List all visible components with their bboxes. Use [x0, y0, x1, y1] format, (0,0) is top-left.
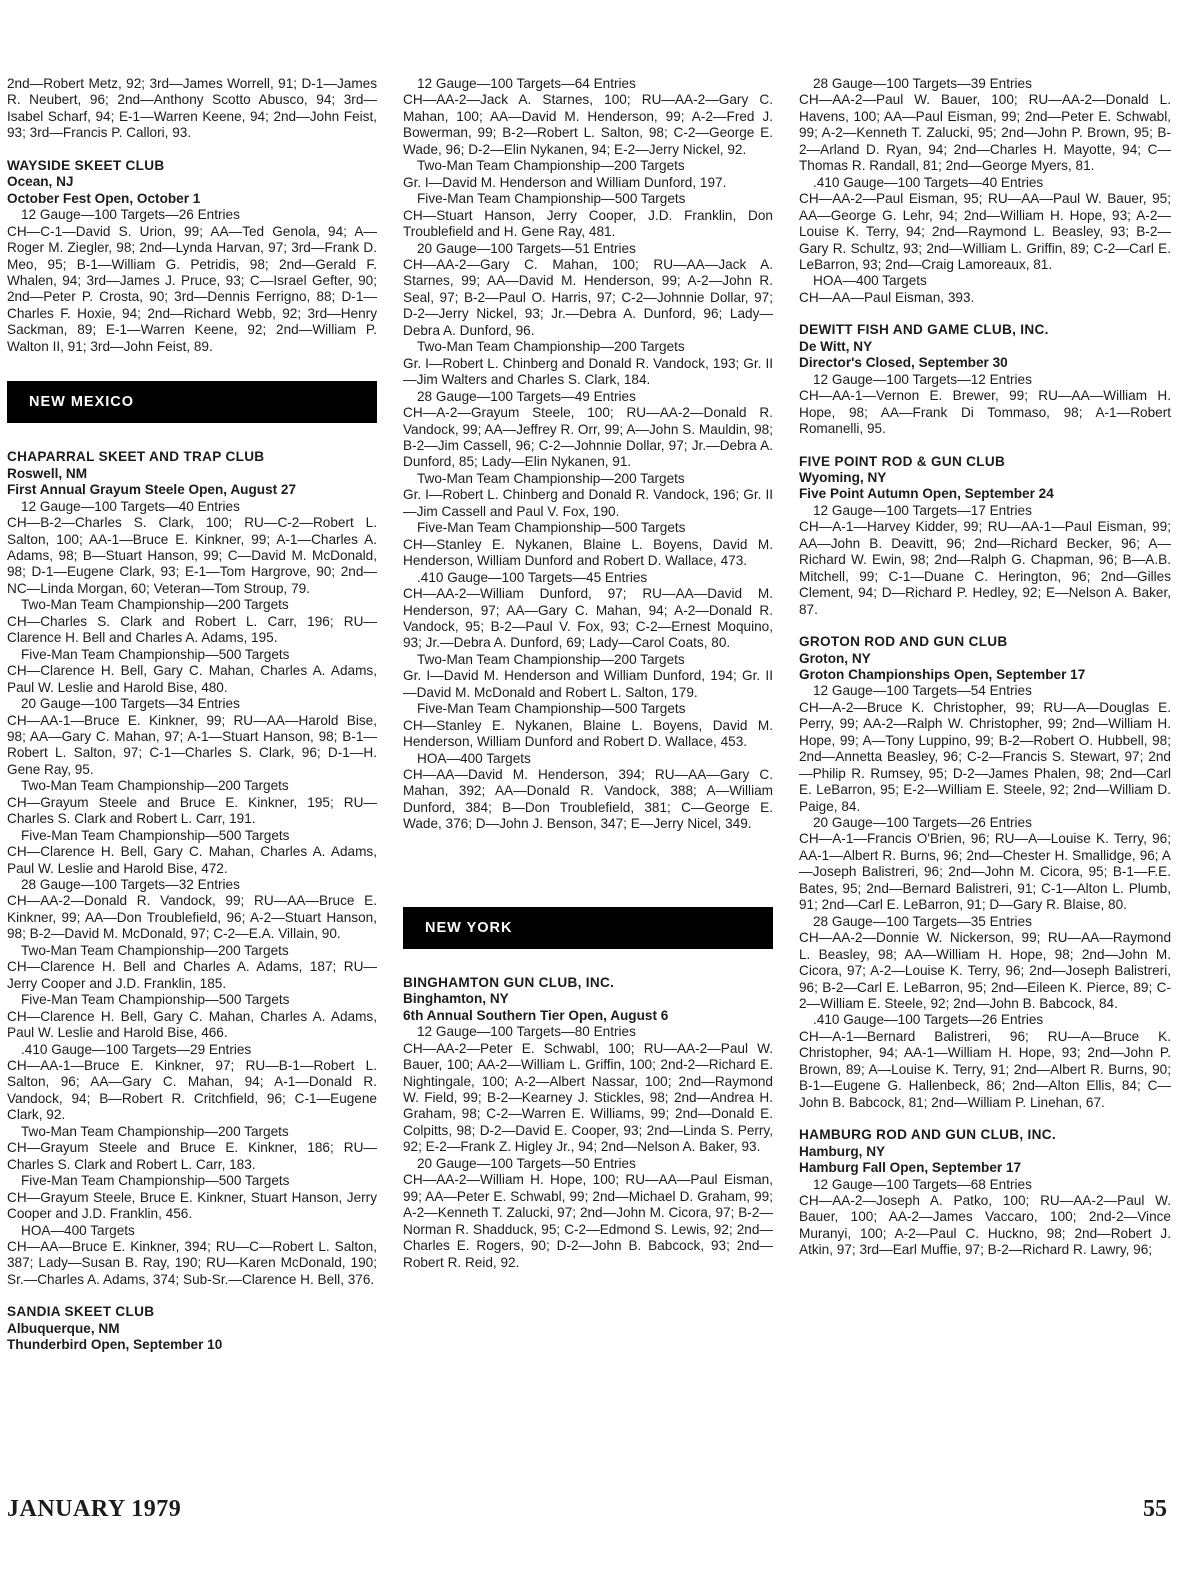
club-name: HAMBURG ROD AND GUN CLUB, INC. — [799, 1127, 1056, 1143]
gauge-heading: 12 Gauge—100 Targets—26 Entries — [21, 207, 240, 223]
results-text: CH—A-1—Harvey Kidder, 99; RU—AA-1—Paul Eisman, 99; AA—John B. Deavitt, 96; 2nd—Richard Becker, 96; A—Richard W. Ewin, 98; 2nd—Ralph G. Chapman, 96; B—A.B. Mitchell, 99; C-1—Duane C. Herington, 96; 2nd—Gilles Clement, 94; D—Richard P. Hedley, 92; E—Nelson A. Baker, 87. — [799, 519, 1171, 617]
team-heading: Five-Man Team Championship—500 Targets — [417, 191, 686, 207]
results-text: CH—AA-1—Bruce E. Kinkner, 99; RU—AA—Harold Bise, 98; AA—Gary C. Mahan, 97; A-1—Stuart Hanson, 98; B-1—Robert L. Salton, 97; C-1—Charles S. Clark, 96; D-1—H. Gene Ray, 95. — [7, 712, 377, 777]
results-text: CH—AA—Bruce E. Kinkner, 394; RU—C—Robert L. Salton, 387; Lady—Susan B. Ray, 190; RU—Karen McDonald, 190; Sr.—Charles A. Adams, 374; Sub-Sr.—Clarence H. Bell, 376. — [7, 1239, 377, 1287]
team-heading: Two-Man Team Championship—200 Targets — [417, 470, 685, 486]
club-name: DEWITT FISH AND GAME CLUB, INC. — [799, 322, 1049, 338]
club-groton — [799, 634, 1171, 1111]
club-chaparral — [7, 449, 377, 1288]
club-location: Ocean, NJ — [7, 174, 74, 190]
gauge-heading: 12 Gauge—100 Targets—80 Entries — [417, 1024, 636, 1040]
club-results-continued — [799, 76, 1171, 306]
club-binghamton — [403, 975, 773, 1271]
hoa-heading: HOA—400 Targets — [417, 750, 531, 766]
team-heading: Five-Man Team Championship—500 Targets — [21, 646, 290, 662]
results-text: CH—AA-2—Donnie W. Nickerson, 99; RU—AA—Raymond L. Beasley, 98; AA—William H. Hope, 98; 2nd—John M. Cicora, 97; A-2—Louise K. Terry, 96; 2nd—Joseph Balistreri, 96; B-2—Carl E. LeBarron, 95; 2nd—Eileen K. Pierce, 89; C-2—William E. Steele, 92; 2nd—John B. Babcock, 84. — [799, 930, 1171, 1012]
results-text: CH—AA—David M. Henderson, 394; RU—AA—Gary C. Mahan, 392; AA—Donald R. Vandock, 388; A—William Dunford, 384; B—Don Troublefield, 381; C—George E. Wade, 376; D—John J. Benson, 347; E—Jerry Nicel, 349. — [403, 767, 773, 832]
event-title: Thunderbird Open, September 10 — [7, 1337, 223, 1353]
gauge-heading: 20 Gauge—100 Targets—50 Entries — [417, 1155, 636, 1171]
results-text: CH—A-1—Francis O'Brien, 96; RU—A—Louise K. Terry, 96; AA-1—Albert R. Burns, 96; 2nd—Chester H. Smallidge, 96; A—Joseph Balistreri, 96; 2nd—John M. Cicora, 95; B-1—F.E. Bates, 95; 2nd—Bernard Balistreri, 91; C-1—Alton L. Plumb, 91; 2nd—Carl E. LeBarron, 91; D—Gary R. Blaise, 80. — [799, 831, 1171, 913]
column-3 — [799, 76, 1171, 1259]
column-2 — [403, 76, 773, 1271]
club-name: WAYSIDE SKEET CLUB — [7, 157, 165, 173]
state-banner-new-mexico: NEW MEXICO — [7, 381, 377, 423]
gauge-heading: 12 Gauge—100 Targets—40 Entries — [21, 498, 240, 514]
results-text: CH—Grayum Steele and Bruce E. Kinkner, 186; RU—Charles S. Clark and Robert L. Carr, 183. — [7, 1140, 377, 1172]
results-text: CH—AA-2—Peter E. Schwabl, 100; RU—AA-2—Paul W. Bauer, 100; AA-2—William L. Griffin, 100; 2nd-2—Richard E. Nightingale, 100; A-2—Albert Nassar, 100; 2nd—Raymond W. Field, 99; B-2—Kearney J. Stickles, 98; 2nd—Andrea H. Graham, 98; C-2—Warren E. Williams, 99; 2nd—Donald E. Colpitts, 98; D-2—David E. Cooper, 93; 2nd—Linda S. Perry, 92; E-2—Frank Z. Higley Jr., 94; 2nd—Nelson A. Baker, 93. — [403, 1040, 773, 1155]
page-number: 55 — [1143, 1496, 1167, 1522]
club-location: Roswell, NM — [7, 465, 88, 481]
column-1 — [7, 76, 377, 1354]
event-title: Five Point Autumn Open, September 24 — [799, 486, 1054, 502]
gauge-heading: 12 Gauge—100 Targets—17 Entries — [813, 502, 1032, 518]
gauge-heading: .410 Gauge—100 Targets—45 Entries — [417, 569, 648, 585]
gauge-heading: 12 Gauge—100 Targets—12 Entries — [813, 371, 1032, 387]
club-location: Groton, NY — [799, 650, 871, 666]
club-name: BINGHAMTON GUN CLUB, INC. — [403, 974, 615, 990]
club-sandia — [7, 1304, 377, 1353]
results-text: CH—AA-2—William H. Hope, 100; RU—AA—Paul Eisman, 99; AA—Peter E. Schwabl, 99; 2nd—Michael D. Graham, 99; A-2—Kenneth T. Zalucki, 97; 2nd—John M. Cicora, 97; B-2—Norman R. Shadduck, 95; C-2—Edmond S. Lewis, 92; 2nd—Charles E. Rogers, 90; D-2—John B. Babcock, 93; 2nd—Robert R. Reid, 92. — [403, 1172, 773, 1270]
event-title: October Fest Open, October 1 — [7, 190, 201, 206]
team-heading: Five-Man Team Championship—500 Targets — [417, 701, 686, 717]
results-text: CH—Stuart Hanson, Jerry Cooper, J.D. Franklin, Don Troublefield and H. Gene Ray, 481. — [403, 207, 773, 240]
results-text: CH—Grayum Steele, Bruce E. Kinkner, Stuart Hanson, Jerry Cooper and J.D. Franklin, 456. — [7, 1189, 377, 1222]
club-five-point — [799, 454, 1171, 619]
results-text: CH—AA-2—Paul W. Bauer, 100; RU—AA-2—Donald L. Havens, 100; AA—Paul Eisman, 99; 2nd—Peter E. Schwabl, 99; A-2—Kenneth T. Zalucki, 95; 2nd—John P. Brown, 95; B-2—Arland D. Ryan, 94; 2nd—Charles H. Mayotte, 94; C—Thomas R. Randall, 81; 2nd—George Myers, 81. — [799, 92, 1171, 174]
club-location: Binghamton, NY — [403, 991, 509, 1007]
gauge-heading: .410 Gauge—100 Targets—29 Entries — [21, 1041, 252, 1057]
club-location: De Witt, NY — [799, 338, 873, 354]
results-text: CH—A-1—Bernard Balistreri, 96; RU—A—Bruce K. Christopher, 94; AA-1—William H. Hope, 93; 2nd—John P. Brown, 89; A—Louise K. Terry, 91; 2nd—Albert R. Burns, 90; B-1—Eugene G. Hallenbeck, 86; 2nd—Alton Ellis, 84; C—John B. Babcock, 81; 2nd—William P. Linehan, 67. — [799, 1028, 1171, 1110]
results-text: CH—AA—Paul Eisman, 393. — [799, 289, 975, 305]
gauge-heading: 28 Gauge—100 Targets—49 Entries — [417, 388, 636, 404]
results-text: CH—AA-1—Bruce E. Kinkner, 97; RU—B-1—Robert L. Salton, 96; AA—Gary C. Mahan, 94; A-1—Donald R. Vandock, 94; B—Robert R. Critchfield, 96; C-1—Eugene Clark, 92. — [7, 1058, 377, 1123]
gauge-heading: 12 Gauge—100 Targets—64 Entries — [417, 76, 636, 91]
results-text: Gr. I—David M. Henderson and William Dunford, 194; Gr. II—David M. McDonald and Robert L. Salton, 179. — [403, 668, 773, 700]
results-text: CH—AA-2—Jack A. Starnes, 100; RU—AA-2—Gary C. Mahan, 100; AA—David M. Henderson, 99; A-2—Fred J. Bowerman, 99; B-2—Robert L. Salton, 98; C-2—George E. Wade, 96; D-2—Elin Nykanen, 94; E-2—Jerry Nickel, 92. — [403, 92, 773, 157]
gauge-heading: 20 Gauge—100 Targets—26 Entries — [813, 815, 1032, 831]
results-text: Gr. I—Robert L. Chinberg and Donald R. Vandock, 196; Gr. II—Jim Cassell and Paul V. Fox, 190. — [403, 487, 773, 519]
results-text: CH—AA-1—Vernon E. Brewer, 99; RU—AA—William H. Hope, 98; AA—Frank Di Tommaso, 98; A-1—Robert Romanelli, 95. — [799, 388, 1171, 437]
results-text: Gr. I—David M. Henderson and William Dunford, 197. — [403, 174, 727, 190]
results-text: CH—AA-2—Gary C. Mahan, 100; RU—AA—Jack A. Starnes, 99; AA—David M. Henderson, 99; A-2—John R. Seal, 97; B-2—Paul O. Harris, 97; C-2—Johnnie Dollar, 97; D-2—Jerry Nickel, 93; Jr.—Debra A. Dunford, 96; Lady—Debra A. Dunford, 96. — [403, 256, 773, 338]
hoa-heading: HOA—400 Targets — [813, 273, 927, 289]
club-dewitt — [799, 322, 1171, 437]
club-name: CHAPARRAL SKEET AND TRAP CLUB — [7, 449, 265, 465]
club-location: Wyoming, NY — [799, 469, 887, 485]
club-name: FIVE POINT ROD & GUN CLUB — [799, 453, 1006, 469]
gauge-heading: 20 Gauge—100 Targets—51 Entries — [417, 240, 636, 256]
gauge-heading: 28 Gauge—100 Targets—35 Entries — [813, 913, 1032, 929]
results-text: CH—Stanley E. Nykanen, Blaine L. Boyens, David M. Henderson, William Dunford and Robert D. Wallace, 473. — [403, 536, 773, 569]
team-heading: Five-Man Team Championship—500 Targets — [417, 520, 686, 536]
gauge-heading: .410 Gauge—100 Targets—26 Entries — [813, 1012, 1044, 1028]
results-text: CH—AA-2—Paul Eisman, 95; RU—AA—Paul W. Bauer, 95; AA—George G. Lehr, 94; 2nd—William H. Hope, 93; A-2—Louise K. Terry, 94; 2nd—Raymond L. Beasley, 93; B-2—Gary R. Schultz, 93; 2nd—William L. Griffin, 89; C-2—Carl E. LeBarron, 93; 2nd—Craig Lamoreaux, 81. — [799, 191, 1171, 272]
results-text: CH—Clarence H. Bell, Gary C. Mahan, Charles A. Adams, Paul W. Leslie and Harold Bise, 466. — [7, 1008, 377, 1041]
hoa-heading: HOA—400 Targets — [21, 1222, 135, 1238]
gauge-heading: 20 Gauge—100 Targets—34 Entries — [21, 696, 240, 712]
results-text: CH—AA-2—Joseph A. Patko, 100; RU—AA-2—Paul W. Bauer, 100; AA-2—James Vaccaro, 100; 2nd-2—Vince Muranyi, 100; A-2—Paul C. Huckno, 98; 2nd—Robert J. Atkin, 97; 3rd—Earl Muffie, 97; B-2—Richard R. Lawry, 96; — [799, 1193, 1171, 1258]
event-title: First Annual Grayum Steele Open, August 27 — [7, 482, 297, 498]
team-heading: Five-Man Team Championship—500 Targets — [21, 827, 290, 843]
team-heading: Two-Man Team Championship—200 Targets — [417, 651, 685, 667]
club-location: Albuquerque, NM — [7, 1320, 120, 1336]
gauge-heading: 28 Gauge—100 Targets—39 Entries — [813, 76, 1032, 91]
team-heading: Two-Man Team Championship—200 Targets — [21, 597, 289, 613]
gauge-heading: 12 Gauge—100 Targets—54 Entries — [813, 683, 1032, 699]
team-heading: Five-Man Team Championship—500 Targets — [21, 1173, 290, 1189]
event-title: Hamburg Fall Open, September 17 — [799, 1160, 1022, 1176]
team-heading: Five-Man Team Championship—500 Targets — [21, 992, 290, 1008]
club-name: SANDIA SKEET CLUB — [7, 1304, 155, 1320]
results-text: CH—AA-2—Donald R. Vandock, 99; RU—AA—Bruce E. Kinkner, 99; AA—Don Troublefield, 96; A-2—Stuart Hanson, 98; B-2—David M. McDonald, 97; C-2—E.A. Villain, 90. — [7, 893, 377, 942]
results-text: CH—AA-2—William Dunford, 97; RU—AA—David M. Henderson, 97; AA—Gary C. Mahan, 94; A-2—Donald R. Vandock, 95; B-2—Paul V. Fox, 93; C-2—Ernest Moquino, 93; Jr.—Debra A. Dunford, 69; Lady—Carol Coats, 80. — [403, 586, 773, 651]
results-text: Gr. I—Robert L. Chinberg and Donald R. Vandock, 193; Gr. II—Jim Walters and Charles S. Clark, 184. — [403, 355, 773, 388]
gauge-heading: 28 Gauge—100 Targets—32 Entries — [21, 877, 240, 893]
results-text: CH—Clarence H. Bell, Gary C. Mahan, Charles A. Adams, Paul W. Leslie and Harold Bise, 472. — [7, 844, 377, 876]
results-text: CH—C-1—David S. Urion, 99; AA—Ted Genola, 94; A—Roger M. Ziegler, 98; 2nd—Lynda Harvan, 97; 3rd—Frank D. Meo, 95; B-1—William G. Petridis, 98; 2nd—Gerald F. Whalen, 94; 3rd—James J. Pruce, 93; C—Israel Gefter, 90; 2nd—Peter P. Crosta, 90; 3rd—Dennis Ferrigno, 88; D-1—Charles F. Hoxie, 94; 2nd—Richard Webb, 92; 3rd—Henry Sackman, 89; E-1—Warren Keene, 92; 2nd—William P. Walton II, 91; 3rd—John Feist, 89. — [7, 223, 377, 354]
team-heading: Two-Man Team Championship—200 Targets — [21, 778, 289, 794]
team-heading: Two-Man Team Championship—200 Targets — [417, 339, 685, 355]
club-results-continued — [403, 76, 773, 833]
results-text: CH—A-2—Bruce K. Christopher, 99; RU—A—Douglas E. Perry, 99; AA-2—Ralph W. Christopher, 99; 2nd—William H. Hope, 99; A—Tony Luppino, 99; B-2—Robert O. Hubbell, 98; 2nd—Annetta Beasley, 96; C-2—Francis S. Stewart, 97; 2nd—Philip R. Rumsey, 95; D-2—James Phalen, 98; 2nd—Carl E. LeBarron, 95; E-2—William E. Steele, 92; 2nd—William D. Paige, 84. — [799, 699, 1171, 814]
results-text: CH—Stanley E. Nykanen, Blaine L. Boyens, David M. Henderson, William Dunford and Robert D. Wallace, 453. — [403, 717, 773, 750]
results-text: CH—Clarence H. Bell and Charles A. Adams, 187; RU—Jerry Cooper and J.D. Franklin, 185. — [7, 959, 377, 991]
club-wayside — [7, 158, 377, 355]
issue-date: JANUARY 1979 — [7, 1496, 182, 1522]
team-heading: Two-Man Team Championship—200 Targets — [417, 158, 685, 174]
event-title: Director's Closed, September 30 — [799, 355, 1008, 371]
club-hamburg — [799, 1127, 1171, 1259]
club-name: GROTON ROD AND GUN CLUB — [799, 634, 1008, 650]
results-text: 2nd—Robert Metz, 92; 3rd—James Worrell, 91; D-1—James R. Neubert, 96; 2nd—Anthony Scotto Abusco, 94; 3rd—Isabel Scharf, 94; E-1—Warren Keene, 94; 2nd—John Feist, 93; 3rd—Francis P. Callori, 93. — [7, 76, 377, 141]
gauge-heading: 12 Gauge—100 Targets—68 Entries — [813, 1176, 1032, 1192]
results-text: CH—Charles S. Clark and Robert L. Carr, 196; RU—Clarence H. Bell and Charles A. Adams, 195. — [7, 613, 377, 646]
state-banner-new-york: NEW YORK — [403, 907, 773, 949]
gauge-heading: .410 Gauge—100 Targets—40 Entries — [813, 174, 1044, 190]
results-text: CH—Grayum Steele and Bruce E. Kinkner, 195; RU—Charles S. Clark and Robert L. Carr, 191. — [7, 794, 377, 827]
results-text: CH—B-2—Charles S. Clark, 100; RU—C-2—Robert L. Salton, 100; AA-1—Bruce E. Kinkner, 99; A-1—Charles A. Adams, 98; B—Stuart Hanson, 99; C—David M. McDonald, 98; D-1—Eugene Clark, 93; E-1—Tom Hargrove, 90; 2nd—NC—Linda Morgan, 60; Veteran—Tom Stroup, 79. — [7, 515, 377, 596]
team-heading: Two-Man Team Championship—200 Targets — [21, 1123, 289, 1139]
team-heading: Two-Man Team Championship—200 Targets — [21, 942, 289, 958]
results-text: CH—A-2—Grayum Steele, 100; RU—AA-2—Donald R. Vandock, 99; AA—Jeffrey R. Orr, 99; A—John S. Mauldin, 98; B-2—Jim Cassell, 96; C-2—Johnnie Dollar, 97; Jr.—Debra A. Dunford, 85; Lady—Elin Nykanen, 91. — [403, 405, 773, 470]
club-location: Hamburg, NY — [799, 1143, 886, 1159]
results-text: CH—Clarence H. Bell, Gary C. Mahan, Charles A. Adams, Paul W. Leslie and Harold Bise, 480. — [7, 663, 377, 695]
event-title: 6th Annual Southern Tier Open, August 6 — [403, 1007, 669, 1023]
event-title: Groton Championships Open, September 17 — [799, 666, 1086, 682]
